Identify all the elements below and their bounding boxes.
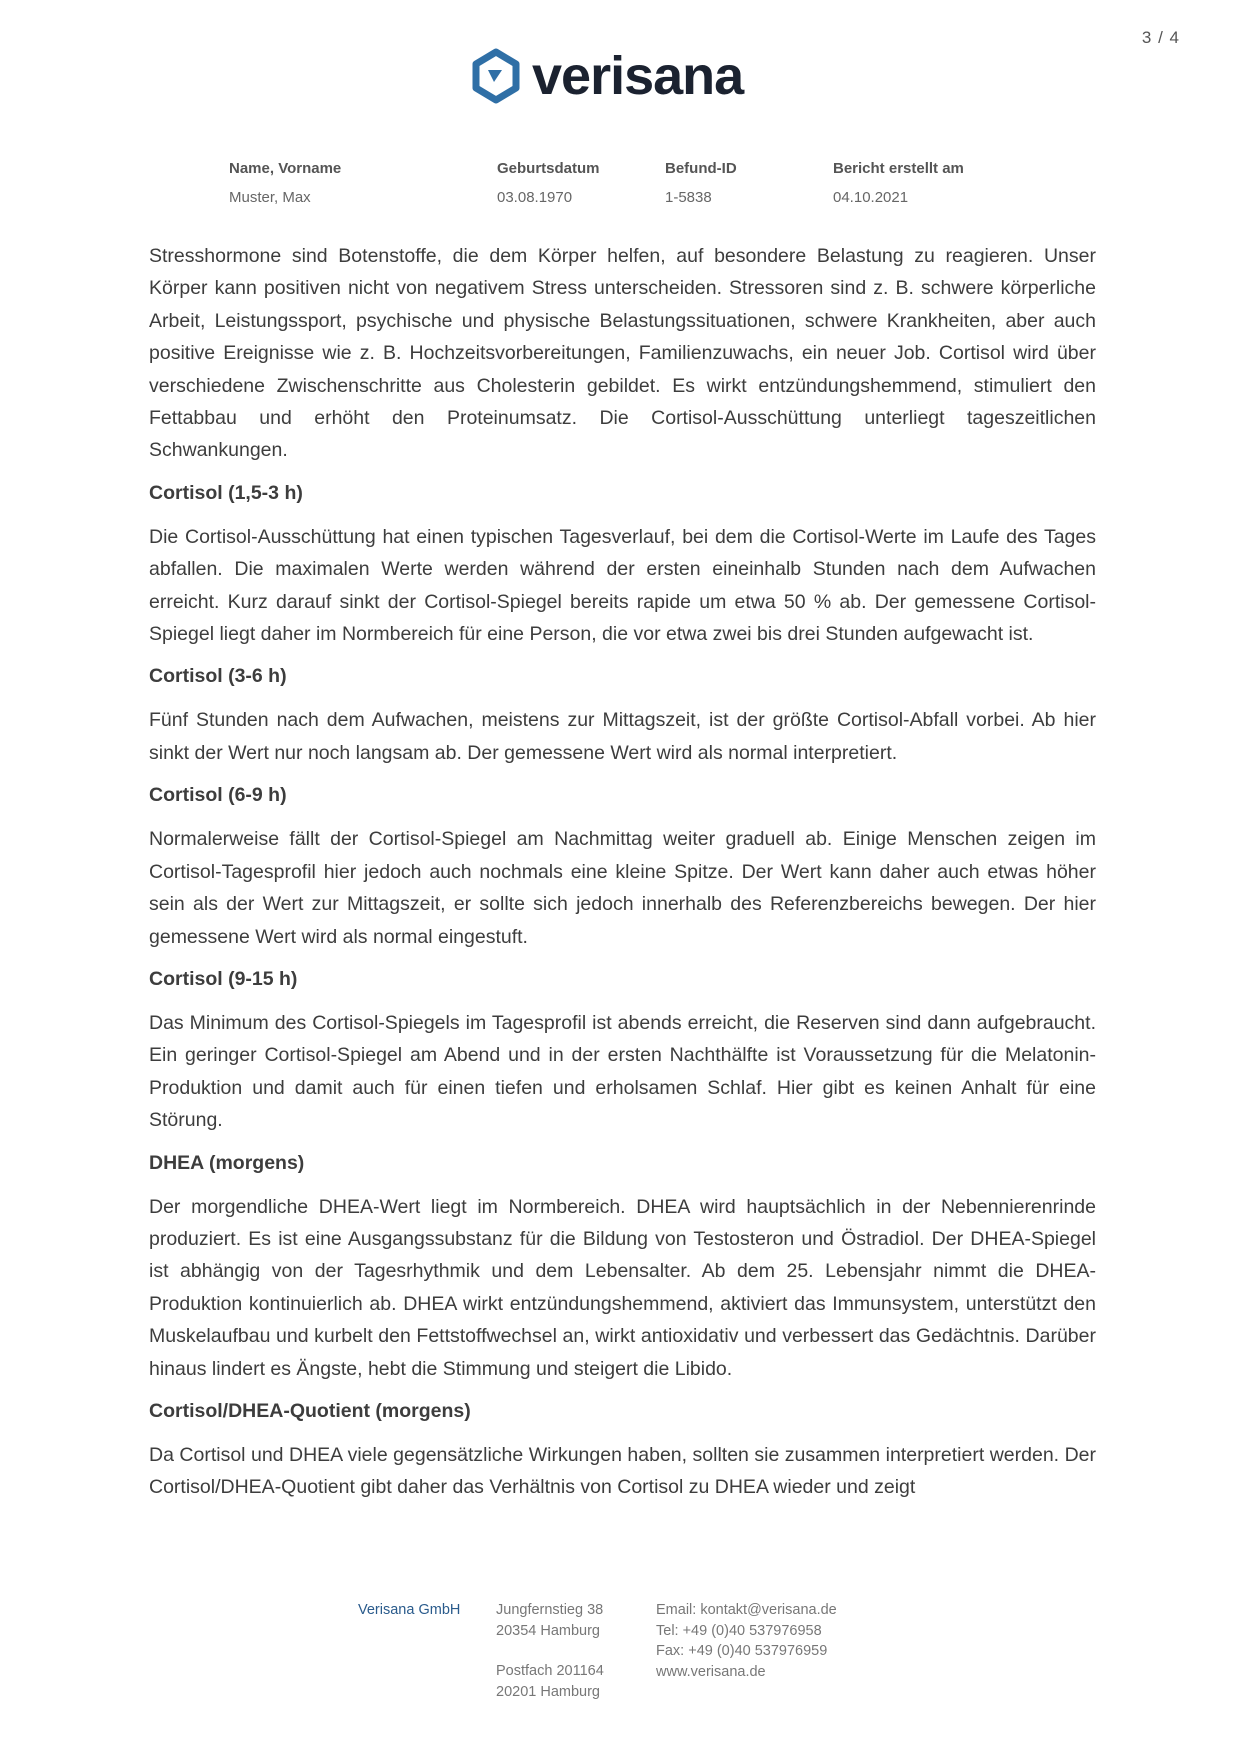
- value-report-date: 04.10.2021: [833, 189, 909, 206]
- patient-info-table: [229, 160, 1033, 206]
- section-heading-cortisol-2: Cortisol (3-6 h): [149, 665, 287, 688]
- section-text-quotient: Da Cortisol und DHEA viele gegensätzliche Wirkungen haben, sollten sie zusammen interpretiert werden. Der Cortisol/DHEA-Quotient gibt daher das Verhältnis von Cortisol zu DHEA wieder und zeigt: [149, 1443, 1096, 1499]
- verisana-logo: [468, 48, 743, 104]
- footer-website[interactable]: www.verisana.de: [656, 1663, 766, 1680]
- section-heading-cortisol-3: Cortisol (6-9 h): [149, 784, 287, 807]
- label-report-id: Befund-ID: [665, 160, 737, 177]
- footer-tel: Tel: +49 (0)40 537976958: [656, 1622, 822, 1639]
- patient-info-labels: [229, 160, 1033, 177]
- value-report-id: 1-5838: [665, 189, 712, 206]
- label-birthdate: Geburtsdatum: [497, 160, 600, 177]
- footer-address: [496, 1600, 656, 1702]
- value-birthdate: 03.08.1970: [497, 189, 573, 206]
- footer-email[interactable]: Email: kontakt@verisana.de: [656, 1602, 837, 1618]
- page-number: 3 / 4: [1141, 28, 1180, 47]
- footer-postfach-city: 20201 Hamburg: [496, 1683, 600, 1700]
- value-name: Muster, Max: [229, 189, 311, 206]
- footer-postfach: Postfach 201164: [496, 1663, 604, 1679]
- footer-address-city: 20354 Hamburg: [496, 1622, 600, 1639]
- intro-paragraph: Stresshormone sind Botenstoffe, die dem Körper helfen, auf besondere Belastung zu reagieren. Unser Körper kann positiven nicht von negativem Stress unterscheiden. Stressoren sind z. B. schwere körperliche Arbeit, Leistungssport, psychische und physische Belastungssituationen, schwere Krankheiten, aber auch positive Ereignisse wie z. B. Hochzeitsvorbereitungen, Familienzuwachs, ein neuer Job. Cortisol wird über verschiedene Zwischenschritte aus Cholesterin gebildet. Es wirkt entzündungshemmend, stimuliert den Fettabbau und erhöht den Proteinumsatz. Die Cortisol-Ausschüttung unterliegt tageszeitlichen Schwankungen.: [149, 245, 1096, 462]
- footer-fax: Fax: +49 (0)40 537976959: [656, 1643, 828, 1659]
- footer-address-street: Jungfernstieg 38: [496, 1602, 604, 1618]
- page-footer: [358, 1600, 876, 1702]
- section-heading-dhea: DHEA (morgens): [149, 1151, 305, 1174]
- section-heading-quotient: Cortisol/DHEA-Quotient (morgens): [149, 1399, 471, 1422]
- logo-text: verisana: [532, 46, 744, 106]
- section-text-cortisol-1: Die Cortisol-Ausschüttung hat einen typischen Tagesverlauf, bei dem die Cortisol-Werte im Laufe des Tages abfallen. Die maximalen Werte werden während der ersten eineinhalb Stunden nach dem Aufwachen erreicht. Kurz darauf sinkt der Cortisol-Spiegel bereits rapide um etwa 50 % ab. Der gemessene Cortisol-Spiegel liegt daher im Normbereich für eine Person, die vor etwa zwei bis drei Stunden aufgewacht ist.: [149, 525, 1096, 646]
- footer-contact: [656, 1600, 876, 1702]
- footer-company: Verisana GmbH: [358, 1602, 461, 1618]
- section-text-cortisol-4: Das Minimum des Cortisol-Spiegels im Tagesprofil ist abends erreicht, die Reserven sind dann aufgebraucht. Ein geringer Cortisol-Spiegel am Abend und in der ersten Nachthälfte ist Voraussetzung für die Melatonin-Produktion und damit auch für einen tiefen und erholsamen Schlaf. Hier gibt es keinen Anhalt für eine Störung.: [149, 1011, 1096, 1132]
- label-report-date: Bericht erstellt am: [833, 160, 964, 177]
- patient-info-values: [229, 189, 1033, 206]
- section-heading-cortisol-1: Cortisol (1,5-3 h): [149, 481, 303, 504]
- report-content: [149, 240, 1096, 1504]
- section-text-cortisol-3: Normalerweise fällt der Cortisol-Spiegel am Nachmittag weiter graduell ab. Einige Menschen zeigen im Cortisol-Tagesprofil hier jedoch auch nochmals eine kleine Spitze. Der Wert kann daher auch etwas höher sein als der Wert zur Mittagszeit, er sollte sich jedoch innerhalb des Referenzbereichs bewegen. Der hier gemessene Wert wird als normal eingestuft.: [149, 828, 1096, 948]
- label-name: Name, Vorname: [229, 160, 342, 177]
- section-text-cortisol-2: Fünf Stunden nach dem Aufwachen, meistens zur Mittagszeit, ist der größte Cortisol-Abfall vorbei. Ab hier sinkt der Wert nur noch langsam ab. Der gemessene Wert wird als normal interpretiert.: [149, 709, 1096, 764]
- section-text-dhea: Der morgendliche DHEA-Wert liegt im Normbereich. DHEA wird hauptsächlich in der Nebennierenrinde produziert. Es ist eine Ausgangssubstanz für die Bildung von Testosteron und Östradiol. Der DHEA-Spiegel ist abhängig von der Tagesrhythmik und dem Lebensalter. Ab dem 25. Lebensjahr nimmt die DHEA-Produktion kontinuierlich ab. DHEA wirkt entzündungshemmend, aktiviert das Immunsystem, unterstützt den Muskelaufbau und kurbelt den Fettstoffwechsel an, wirkt antioxidativ und verbessert das Gedächtnis. Darüber hinaus lindert es Ängste, hebt die Stimmung und steigert die Libido.: [149, 1195, 1096, 1380]
- verisana-logo-icon: [468, 48, 524, 104]
- section-heading-cortisol-4: Cortisol (9-15 h): [149, 967, 298, 990]
